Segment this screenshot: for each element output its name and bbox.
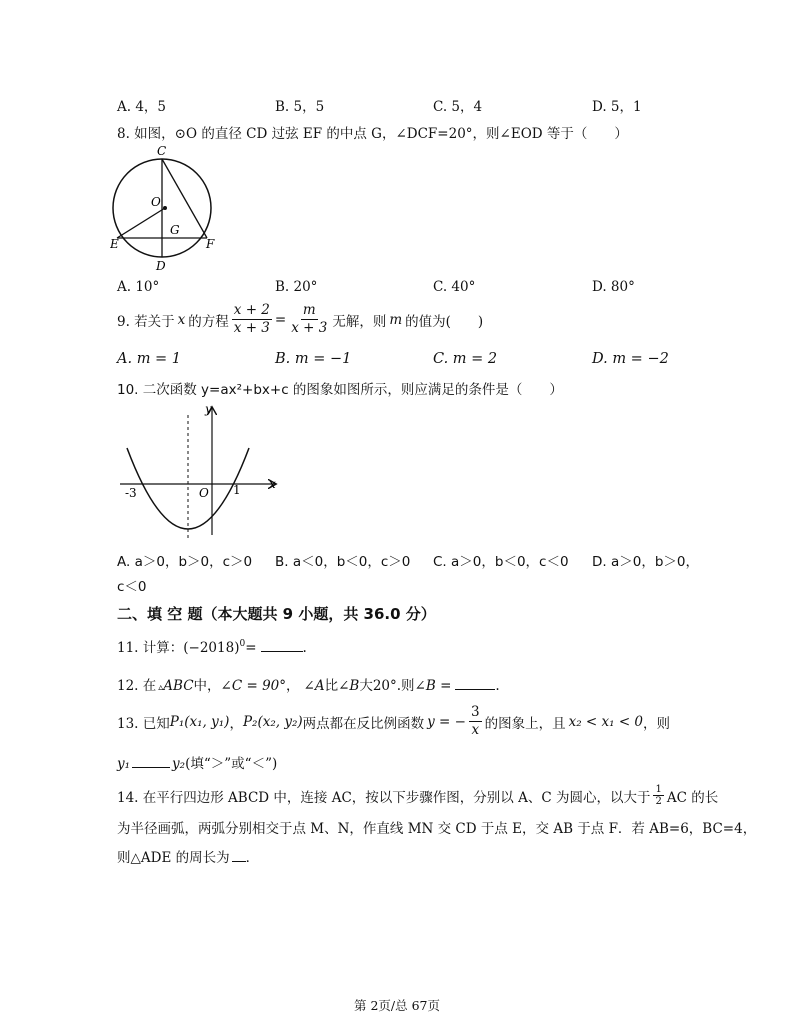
q8-option-c: C. 40° [433, 279, 476, 295]
q12-stem [117, 674, 500, 694]
q10-stem: 10. 二次函数 y=ax²+bx+c 的图象如图所示，则应满足的条件是（ ） [117, 382, 563, 398]
q12-abc: ABC [163, 678, 194, 694]
q12-mid2: ， [286, 678, 300, 694]
q12-mid4: 大 [359, 678, 373, 694]
label-c: C [157, 144, 167, 158]
q10-option-c: C. a＞0，b＜0，c＜0 [433, 554, 569, 570]
q9-fraction-2 [289, 302, 329, 337]
q12-triangle: ▵ [158, 682, 164, 693]
q10-option-a: A. a＞0，b＞0，c＞0 [117, 554, 253, 570]
q10-option-d: D. a＞0，b＞0， [592, 554, 699, 570]
q13-frac-num: 3 [470, 704, 480, 720]
q14-half-num: 1 [655, 784, 662, 795]
q11-eq: = [245, 640, 257, 656]
q14-half-den: 2 [655, 796, 662, 807]
q10-parabola-figure [115, 400, 285, 540]
q9-option-b: B. m = −1 [275, 351, 352, 367]
q7-option-a: A. 4，5 [117, 99, 167, 115]
label-y: y [205, 402, 212, 416]
label-x: x [269, 477, 276, 491]
label-o: O [151, 195, 161, 209]
q12-mid3: 比 [324, 678, 339, 694]
q13-p1: P₁(x₁, y₁) [169, 713, 230, 730]
q10-option-b: B. a＜0，b＜0，c＞0 [275, 554, 411, 570]
q9-frac2-den: x + 3 [291, 320, 328, 336]
q11-end: . [302, 640, 307, 656]
page-footer: 第 2页/总 67页 [353, 998, 441, 1013]
q13-condition: x₂ < x₁ < 0 [568, 713, 644, 730]
q13-line2-tail: (填“＞”或“＜”) [185, 756, 278, 772]
q7-option-d: D. 5，1 [592, 99, 642, 115]
q13-line2 [117, 752, 277, 772]
q13-mid: 两点都在反比例函数 [302, 715, 425, 732]
q9-var-x: x [177, 311, 186, 328]
q14-line2: 为半径画弧，两弧分别相交于点 M、N，作直线 MN 交 CD 于点 E，交 AB 于点 F．若 AB=6，BC=4， [117, 821, 757, 837]
segment-eo [117, 208, 165, 238]
q7-option-c: C. 5，4 [433, 99, 483, 115]
q13-comma: ， [229, 715, 243, 732]
q9-option-c: C. m = 2 [433, 351, 498, 367]
q12-mid5: .则 [396, 678, 415, 694]
q9-prefix: 9. 若关于 [117, 313, 175, 330]
q14-line3-end: ． [245, 850, 260, 866]
q13-y1: y₁ [117, 756, 131, 772]
q11-answer-blank[interactable] [261, 651, 303, 652]
q9-eq: = [274, 311, 287, 328]
q9-frac2-num: m [302, 302, 316, 318]
label-origin: O [199, 486, 209, 500]
q8-circle-figure [110, 140, 230, 275]
q14-answer-blank[interactable] [232, 861, 246, 862]
label-d: D [156, 259, 166, 273]
q8-stem: 8. 如图，⊙O 的直径 CD 过弦 EF 的中点 G，∠DCF=20°，则∠EOD 等于（ ） [117, 126, 628, 142]
segment-cf [162, 159, 207, 238]
label-neg3: -3 [125, 486, 137, 500]
label-f: F [206, 237, 215, 251]
q14-line1-a: 14. 在平行四边形 ABCD 中，连接 AC，按以下步骤作图，分别以 A、C 为圆心，以大于 [117, 789, 651, 806]
q14-half-fraction [653, 784, 663, 807]
q12-answer-blank[interactable] [455, 689, 495, 690]
q9-tail: 的值为( ) [405, 313, 484, 330]
q12-deg: 20° [372, 678, 397, 694]
q12-angle-a: ∠A [303, 678, 325, 694]
q14-line1-b: AC 的长 [666, 789, 719, 806]
q14-line3 [117, 846, 259, 866]
q9-frac1-num: x + 2 [233, 302, 270, 318]
q9-fraction-1 [232, 302, 272, 337]
q12-angle-b: ∠B [338, 678, 360, 694]
q11-stem [117, 636, 307, 656]
q14-line1 [117, 784, 718, 807]
q9-option-a: A. m = 1 [117, 351, 182, 367]
q12-end: . [495, 678, 500, 694]
q9-option-d: D. m = −2 [592, 351, 669, 367]
q8-option-b: B. 20° [275, 279, 318, 295]
q9-mid: 的方程 [188, 313, 229, 330]
q9-stem [117, 302, 483, 337]
label-one: 1 [233, 483, 241, 497]
q8-option-a: A. 10° [117, 279, 160, 295]
q13-stem [117, 704, 670, 739]
center-dot [163, 206, 167, 210]
q10-option-d-cont: c＜0 [117, 579, 147, 595]
q13-fn-prefix: y = − [427, 713, 466, 730]
q11-text: 11. 计算：(−2018) [117, 640, 240, 656]
q12-angle-b2: ∠B = [414, 678, 452, 694]
q13-tail: ，则 [643, 715, 671, 732]
q9-frac1-den: x + 3 [233, 320, 270, 336]
label-g: G [170, 223, 180, 237]
q13-mid2: 的图象上，且 [484, 715, 566, 732]
q13-answer-blank[interactable] [132, 767, 170, 768]
q9-suffix: 无解，则 [332, 313, 387, 330]
q12-angle-c: ∠C = 90° [220, 678, 287, 694]
q13-frac-den: x [471, 722, 480, 738]
label-e: E [110, 237, 119, 251]
q12-prefix: 12. 在 [117, 678, 157, 694]
q13-fraction [469, 704, 482, 739]
q13-p2: P₂(x₂, y₂) [242, 713, 303, 730]
q7-option-b: B. 5，5 [275, 99, 325, 115]
q13-prefix: 13. 已知 [117, 715, 170, 732]
q9-var-m: m [389, 311, 403, 328]
q11-exponent: 0 [239, 639, 246, 649]
section-2-title: 二、填 空 题（本大题共 9 小题，共 36.0 分） [117, 605, 436, 623]
q13-y2: y₂ [172, 756, 186, 772]
q12-mid1: 中， [193, 678, 221, 694]
q14-line3-text: 则△ADE 的周长为 [117, 850, 230, 866]
q8-option-d: D. 80° [592, 279, 635, 295]
